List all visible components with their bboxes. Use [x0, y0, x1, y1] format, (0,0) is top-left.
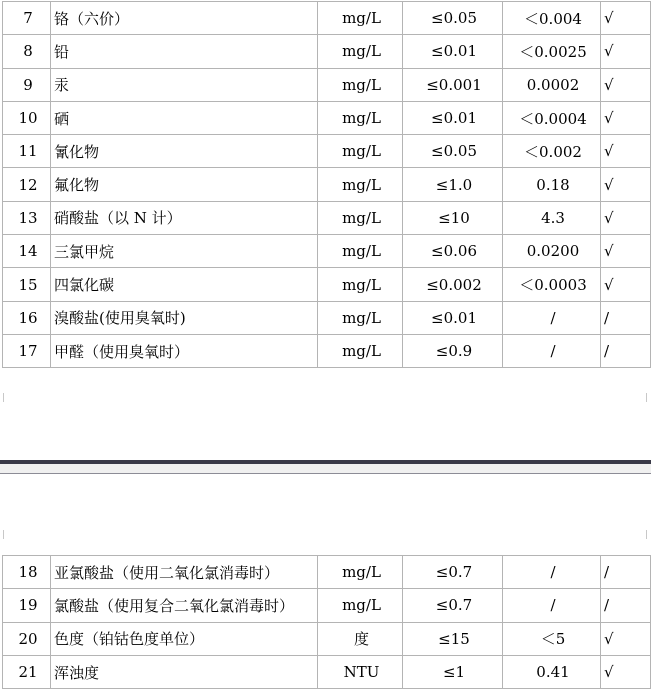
item-unit: mg/L [318, 101, 403, 134]
page-corner-mark [646, 530, 647, 539]
item-limit: ≤0.01 [403, 101, 503, 134]
item-number: 16 [3, 301, 51, 334]
item-number: 11 [3, 135, 51, 168]
item-name: 铅 [51, 35, 318, 68]
item-name: 氟化物 [51, 168, 318, 201]
page-edge-line [0, 473, 651, 474]
water-quality-table-top [2, 1, 651, 368]
page-corner-mark [646, 393, 647, 402]
table-row [3, 589, 651, 622]
item-result: ＜0.0004 [503, 101, 601, 134]
item-unit: mg/L [318, 556, 403, 589]
item-judgement: / [601, 301, 651, 334]
item-unit: mg/L [318, 68, 403, 101]
item-limit: ≤0.9 [403, 334, 503, 367]
item-limit: ≤0.7 [403, 589, 503, 622]
item-number: 19 [3, 589, 51, 622]
item-name: 亚氯酸盐（使用二氧化氯消毒时） [51, 556, 318, 589]
item-unit: mg/L [318, 35, 403, 68]
item-judgement: / [601, 334, 651, 367]
item-limit: ≤0.01 [403, 35, 503, 68]
item-number: 20 [3, 622, 51, 655]
item-result: / [503, 556, 601, 589]
item-result: 0.41 [503, 655, 601, 688]
item-judgement: √ [601, 35, 651, 68]
item-number: 14 [3, 235, 51, 268]
item-judgement: √ [601, 622, 651, 655]
item-name: 汞 [51, 68, 318, 101]
item-result: ＜5 [503, 622, 601, 655]
table-row [3, 301, 651, 334]
item-number: 9 [3, 68, 51, 101]
table-row [3, 334, 651, 367]
item-result: 4.3 [503, 201, 601, 234]
item-number: 12 [3, 168, 51, 201]
item-result: ＜0.002 [503, 135, 601, 168]
item-limit: ≤0.01 [403, 301, 503, 334]
item-number: 15 [3, 268, 51, 301]
item-unit: mg/L [318, 135, 403, 168]
item-name: 硝酸盐（以 N 计） [51, 201, 318, 234]
item-name: 氯酸盐（使用复合二氧化氯消毒时） [51, 589, 318, 622]
item-name: 三氯甲烷 [51, 235, 318, 268]
item-unit: mg/L [318, 2, 403, 35]
item-result: / [503, 589, 601, 622]
item-result: 0.0200 [503, 235, 601, 268]
item-name: 铬（六价） [51, 2, 318, 35]
table-row [3, 101, 651, 134]
table-row [3, 68, 651, 101]
item-result: 0.0002 [503, 68, 601, 101]
item-number: 18 [3, 556, 51, 589]
item-unit: mg/L [318, 301, 403, 334]
item-judgement: √ [601, 201, 651, 234]
item-name: 四氯化碳 [51, 268, 318, 301]
item-limit: ≤0.05 [403, 2, 503, 35]
table-row [3, 556, 651, 589]
item-name: 甲醛（使用臭氧时） [51, 334, 318, 367]
item-judgement: √ [601, 268, 651, 301]
item-unit: NTU [318, 655, 403, 688]
table-row [3, 622, 651, 655]
item-judgement: / [601, 556, 651, 589]
item-number: 13 [3, 201, 51, 234]
item-limit: ≤1.0 [403, 168, 503, 201]
item-limit: ≤0.06 [403, 235, 503, 268]
item-result: ＜0.004 [503, 2, 601, 35]
item-limit: ≤0.05 [403, 135, 503, 168]
item-judgement: √ [601, 655, 651, 688]
item-name: 氰化物 [51, 135, 318, 168]
item-limit: ≤0.002 [403, 268, 503, 301]
page-edge [0, 460, 651, 464]
item-result: / [503, 301, 601, 334]
page-break [0, 460, 651, 474]
water-quality-table-bottom [2, 555, 651, 689]
table-row [3, 268, 651, 301]
table-row [3, 2, 651, 35]
item-judgement: √ [601, 101, 651, 134]
item-limit: ≤0.7 [403, 556, 503, 589]
item-unit: mg/L [318, 235, 403, 268]
item-number: 21 [3, 655, 51, 688]
table-row [3, 35, 651, 68]
item-number: 7 [3, 2, 51, 35]
item-name: 溴酸盐(使用臭氧时) [51, 301, 318, 334]
table-row [3, 655, 651, 688]
item-number: 10 [3, 101, 51, 134]
item-limit: ≤0.001 [403, 68, 503, 101]
item-judgement: √ [601, 2, 651, 35]
item-unit: 度 [318, 622, 403, 655]
item-number: 17 [3, 334, 51, 367]
page-corner-mark [3, 393, 4, 402]
table-row [3, 168, 651, 201]
item-judgement: √ [601, 168, 651, 201]
item-judgement: √ [601, 235, 651, 268]
item-unit: mg/L [318, 268, 403, 301]
item-unit: mg/L [318, 589, 403, 622]
table-row [3, 235, 651, 268]
item-unit: mg/L [318, 168, 403, 201]
item-name: 色度（铂钴色度单位） [51, 622, 318, 655]
item-result: / [503, 334, 601, 367]
item-limit: ≤10 [403, 201, 503, 234]
page-corner-mark [3, 530, 4, 539]
item-result: ＜0.0025 [503, 35, 601, 68]
table-row [3, 135, 651, 168]
item-limit: ≤1 [403, 655, 503, 688]
item-unit: mg/L [318, 334, 403, 367]
item-result: ＜0.0003 [503, 268, 601, 301]
table-row [3, 201, 651, 234]
item-judgement: / [601, 589, 651, 622]
item-judgement: √ [601, 135, 651, 168]
item-result: 0.18 [503, 168, 601, 201]
item-name: 浑浊度 [51, 655, 318, 688]
item-judgement: √ [601, 68, 651, 101]
item-limit: ≤15 [403, 622, 503, 655]
item-name: 硒 [51, 101, 318, 134]
item-number: 8 [3, 35, 51, 68]
item-unit: mg/L [318, 201, 403, 234]
